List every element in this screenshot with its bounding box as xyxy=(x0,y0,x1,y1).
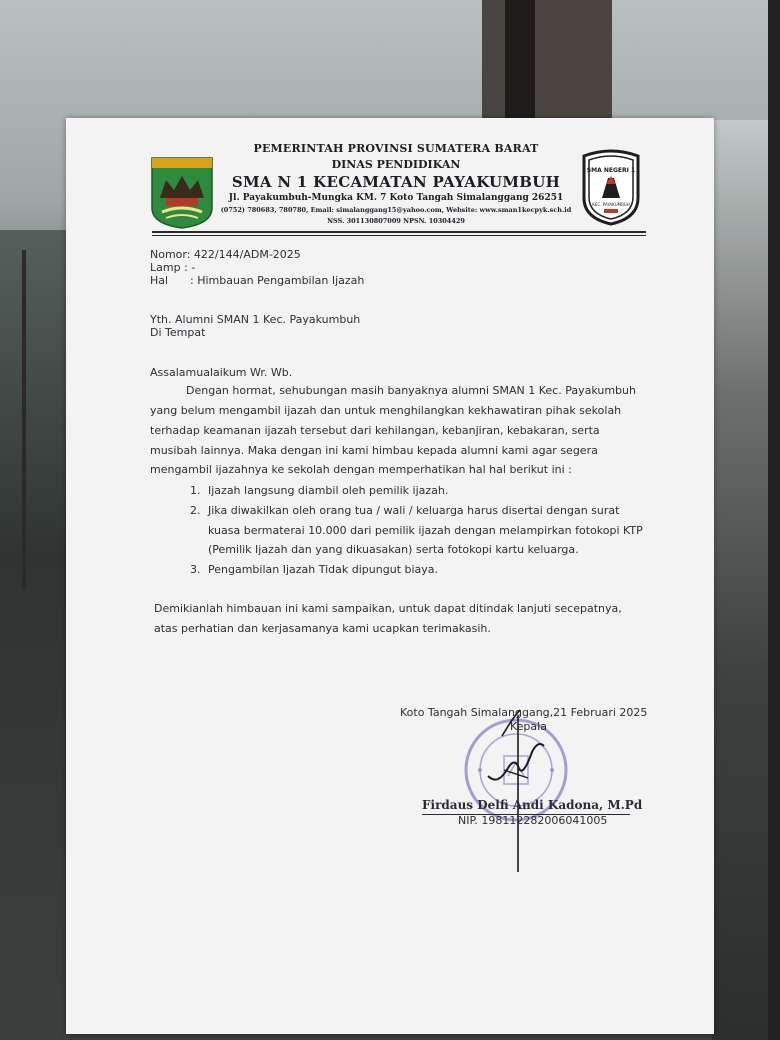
list-item-number: 2. xyxy=(190,504,201,517)
list-item-number: 1. xyxy=(190,484,201,497)
handwritten-signature-icon xyxy=(474,706,564,876)
paragraph-line: yang belum mengambil ijazah dan untuk menghilangkan kekhawatiran pihak sekolah xyxy=(150,404,622,417)
letter-number: Nomor: 422/144/ADM-2025 xyxy=(150,248,301,261)
place-date: Koto Tangah Simalanggang,21 Februari 2025 xyxy=(400,706,648,719)
reflection-wall-left xyxy=(0,230,70,1040)
signer-name: Firdaus Delfi Andi Kadona, M.Pd xyxy=(422,798,643,812)
list-item-number: 3. xyxy=(190,563,201,576)
closing-line: atas perhatian dan kerjasamanya kami ucapkan terimakasih. xyxy=(154,622,491,635)
letter-subject-label: Hal xyxy=(150,274,169,287)
list-item: kuasa bermaterai 10.000 dari pemilik ijazah dengan melampirkan fotokopi KTP xyxy=(208,524,643,537)
letter-attachment: Lamp : - xyxy=(150,261,196,274)
reflection-pole xyxy=(22,250,26,590)
letterhead-government: PEMERINTAH PROVINSI SUMATERA BARAT xyxy=(253,142,539,155)
paragraph-line: mengambil ijazahnya ke sekolah dengan memperhatikan hal hal berikut ini : xyxy=(150,463,572,476)
letterhead-school-name: SMA N 1 KECAMATAN PAYAKUMBUH xyxy=(231,173,561,191)
letterhead-ids: NSS. 301130807009 NPSN. 10304429 xyxy=(327,217,465,225)
province-logo-icon xyxy=(150,154,214,230)
letterhead-department: DINAS PENDIDIKAN xyxy=(331,158,461,171)
greeting: Assalamualaikum Wr. Wb. xyxy=(150,366,293,379)
letterhead-rule-thin xyxy=(152,235,646,236)
list-item: Pengambilan Ijazah Tidak dipungut biaya. xyxy=(208,563,439,576)
list-item: (Pemilik Ijazah dan yang dikuasakan) serta fotokopi kartu keluarga. xyxy=(208,543,579,556)
letterhead-address: Jl. Payakumbuh-Mungka KM. 7 Koto Tangah Simalanggang 26251 xyxy=(228,193,564,203)
signer-nip: NIP. 198112282006041005 xyxy=(458,814,608,827)
letterhead xyxy=(216,142,576,225)
letterhead-rule-thick xyxy=(152,231,646,233)
paragraph-line: musibah lainnya. Maka dengan ini kami himbau kepada alumni kami agar segera xyxy=(150,444,598,457)
school-logo-top-text: SMA NEGERI 1 xyxy=(586,167,636,174)
recipient-line: Yth. Alumni SMAN 1 Kec. Payakumbuh xyxy=(150,313,361,326)
reflection-pillar xyxy=(482,0,612,130)
letterhead-contact: (0752) 780683, 780780, Email: simalanggang15@yahoo.com, Website: www.sman1kecpyk.sch.id xyxy=(220,206,572,214)
school-logo-icon xyxy=(582,148,640,226)
list-item: Jika diwakilkan oleh orang tua / wali / keluarga harus disertai dengan surat xyxy=(208,504,620,517)
paragraph-line: terhadap keamanan ijazah tersebut dari kehilangan, kebanjiran, kebakaran, serta xyxy=(150,424,600,437)
closing-line: Demikianlah himbauan ini kami sampaikan, untuk dapat ditindak lanjuti secepatnya, xyxy=(154,602,622,615)
letter-subject: : Himbauan Pengambilan Ijazah xyxy=(190,274,365,287)
recipient-place: Di Tempat xyxy=(150,326,206,339)
list-item: Ijazah langsung diambil oleh pemilik ijazah. xyxy=(208,484,449,497)
paragraph-line: Dengan hormat, sehubungan masih banyaknya alumni SMAN 1 Kec. Payakumbuh xyxy=(186,384,636,397)
door-frame xyxy=(768,0,780,1040)
letter-paper xyxy=(66,118,714,1034)
signer-position: Kepala xyxy=(510,720,547,733)
reflection-pillar-shadow xyxy=(505,0,535,130)
school-logo-bottom-text: KEC. PAYAKUMBUH xyxy=(592,202,630,207)
